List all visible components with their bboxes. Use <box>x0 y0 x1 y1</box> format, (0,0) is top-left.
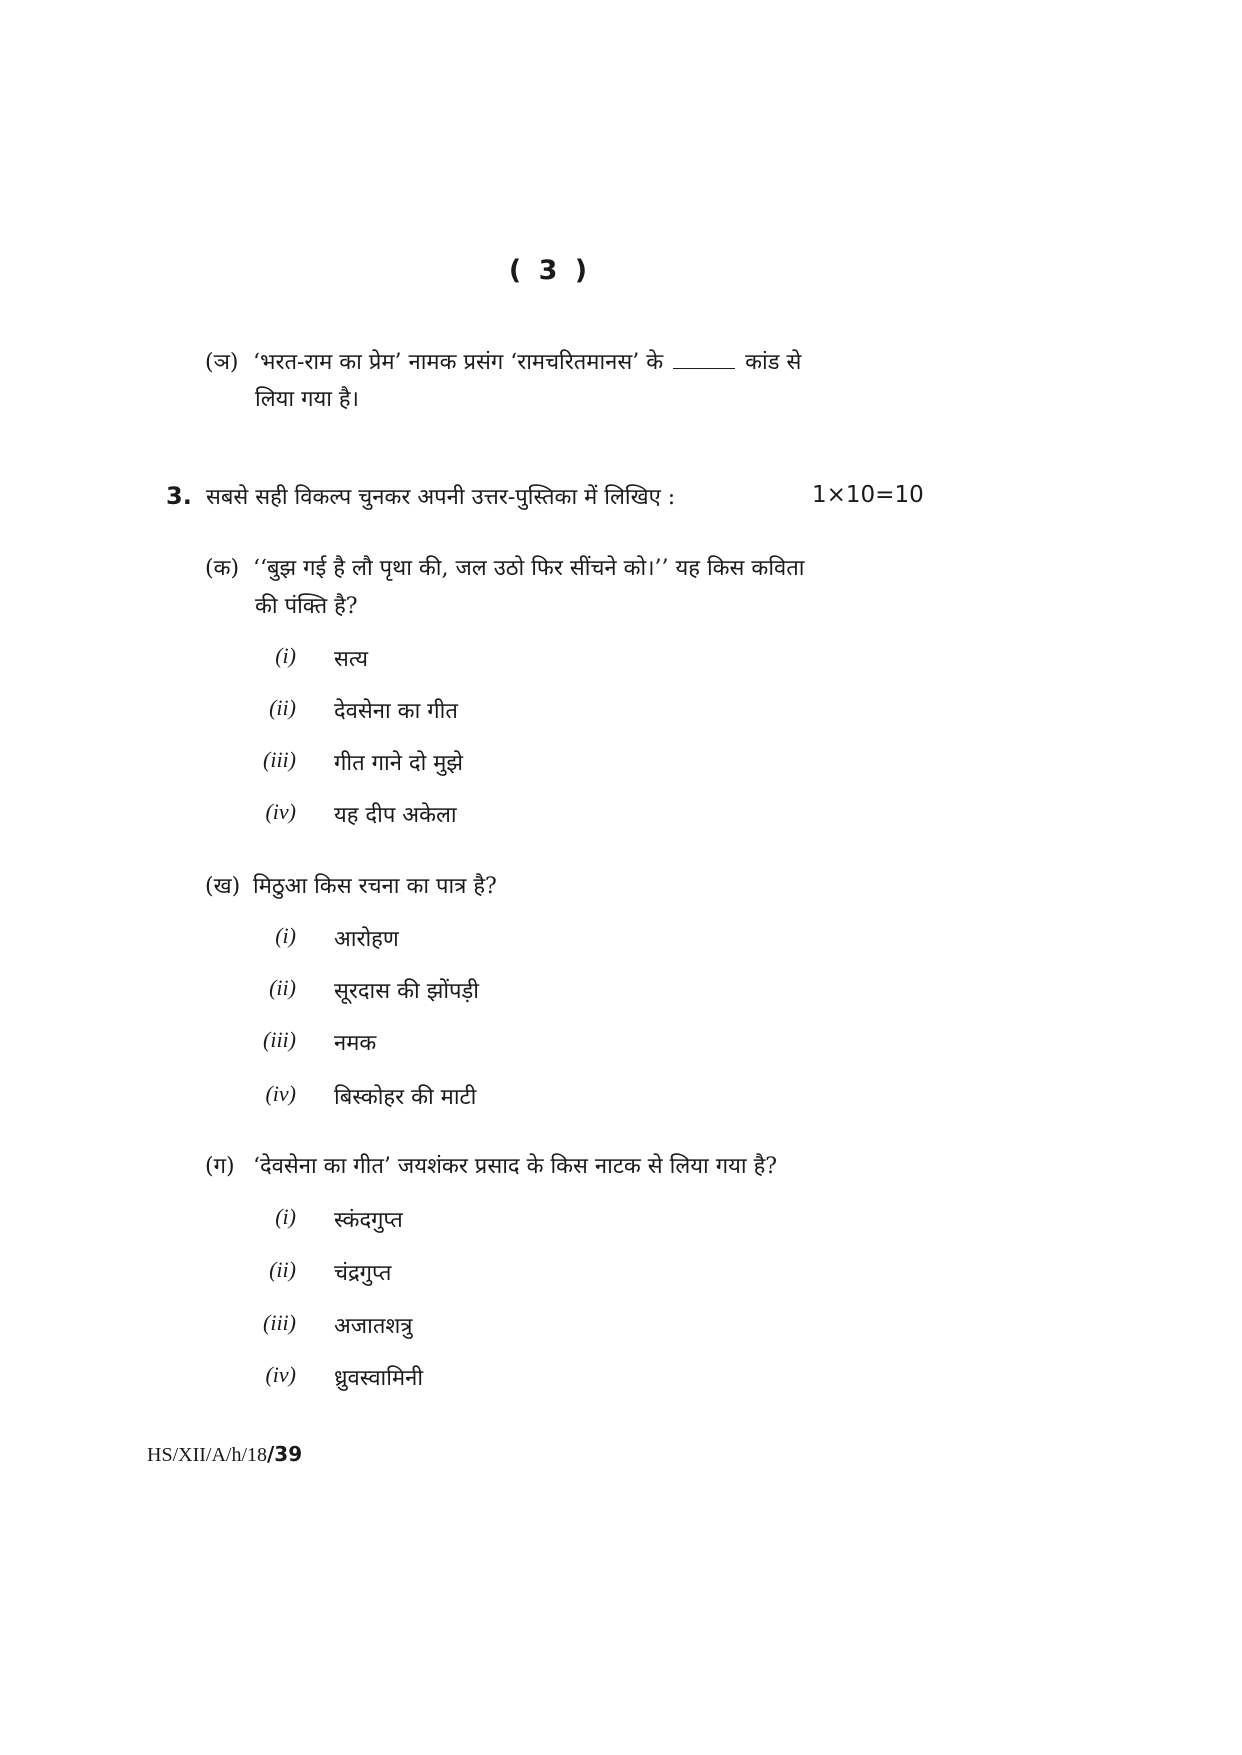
part-ka-text: ‘‘बुझ गई है लौ पृथा की, जल उठो फिर सींचने को।’’ यह किस कविता <box>253 556 805 581</box>
option-number: (iv) <box>265 1362 296 1387</box>
option-text: आरोहण <box>334 927 399 952</box>
option-ka-4 <box>250 799 750 833</box>
part-kha-text: मिठुआ किस रचना का पात्र है? <box>253 874 497 899</box>
footer-code <box>147 1442 302 1467</box>
option-text: अजातशत्रु <box>334 1314 413 1339</box>
paper-code: HS/XII/A/h/18 <box>147 1444 267 1466</box>
option-text: बिस्कोहर की माटी <box>334 1085 477 1110</box>
option-ga-4 <box>250 1362 750 1396</box>
option-text: ध्रुवस्वामिनी <box>334 1366 424 1391</box>
option-number: (iii) <box>263 1027 296 1052</box>
option-number: (iv) <box>265 1081 296 1106</box>
option-text: सत्य <box>334 647 369 672</box>
option-ka-3 <box>250 747 750 781</box>
part-ka-marker: (क) <box>205 556 240 581</box>
question-instruction: सबसे सही विकल्प चुनकर अपनी उत्तर-पुस्तिका में लिखिए : <box>206 485 676 510</box>
part-ka-line1 <box>205 552 805 586</box>
item-prev-text-a: ‘भरत-राम का प्रेम’ नामक प्रसंग ‘रामचरितमानस’ के <box>253 350 664 375</box>
option-ka-2 <box>250 695 750 729</box>
item-prev-line1 <box>205 346 801 380</box>
part-ga-marker: (ग) <box>205 1154 235 1179</box>
option-kha-4 <box>250 1081 750 1115</box>
option-ga-1 <box>250 1204 750 1238</box>
part-kha-marker: (ख) <box>205 874 241 899</box>
option-number: (ii) <box>269 695 296 720</box>
option-number: (i) <box>275 1204 296 1229</box>
option-ka-1 <box>250 643 750 677</box>
option-text: गीत गाने दो मुझे <box>334 751 464 776</box>
option-number: (iii) <box>263 747 296 772</box>
question-marks: 1×10=10 <box>812 482 924 508</box>
part-ka-line2: की पंक्ति है? <box>255 594 358 619</box>
part-kha-line1 <box>205 870 497 904</box>
page-number: ( 3 ) <box>508 255 592 286</box>
option-kha-3 <box>250 1027 750 1061</box>
option-ga-2 <box>250 1257 750 1291</box>
item-prev-marker: (ञ) <box>205 350 239 375</box>
option-kha-2 <box>250 975 750 1009</box>
item-prev-line2: लिया गया है। <box>255 387 359 412</box>
option-text: स्कंदगुप्त <box>334 1208 403 1233</box>
option-number: (i) <box>275 643 296 668</box>
option-number: (iv) <box>265 799 296 824</box>
option-number: (ii) <box>269 1257 296 1282</box>
fill-in-blank <box>673 350 735 369</box>
option-number: (ii) <box>269 975 296 1000</box>
option-number: (i) <box>275 923 296 948</box>
paper-count: /39 <box>267 1442 303 1466</box>
question-number: 3. <box>166 482 192 510</box>
option-number: (iii) <box>263 1310 296 1335</box>
part-ga-text: ‘देवसेना का गीत’ जयशंकर प्रसाद के किस नाटक से लिया गया है? <box>253 1154 778 1179</box>
option-ga-3 <box>250 1310 750 1344</box>
part-ga-line1 <box>205 1150 777 1184</box>
option-text: नमक <box>334 1031 377 1056</box>
option-text: चंद्रगुप्त <box>334 1261 392 1286</box>
item-prev-text-b: कांड से <box>745 350 802 375</box>
option-text: यह दीप अकेला <box>334 803 457 828</box>
option-text: सूरदास की झोंपड़ी <box>334 979 479 1004</box>
option-text: देवसेना का गीत <box>334 699 458 724</box>
option-kha-1 <box>250 923 750 957</box>
